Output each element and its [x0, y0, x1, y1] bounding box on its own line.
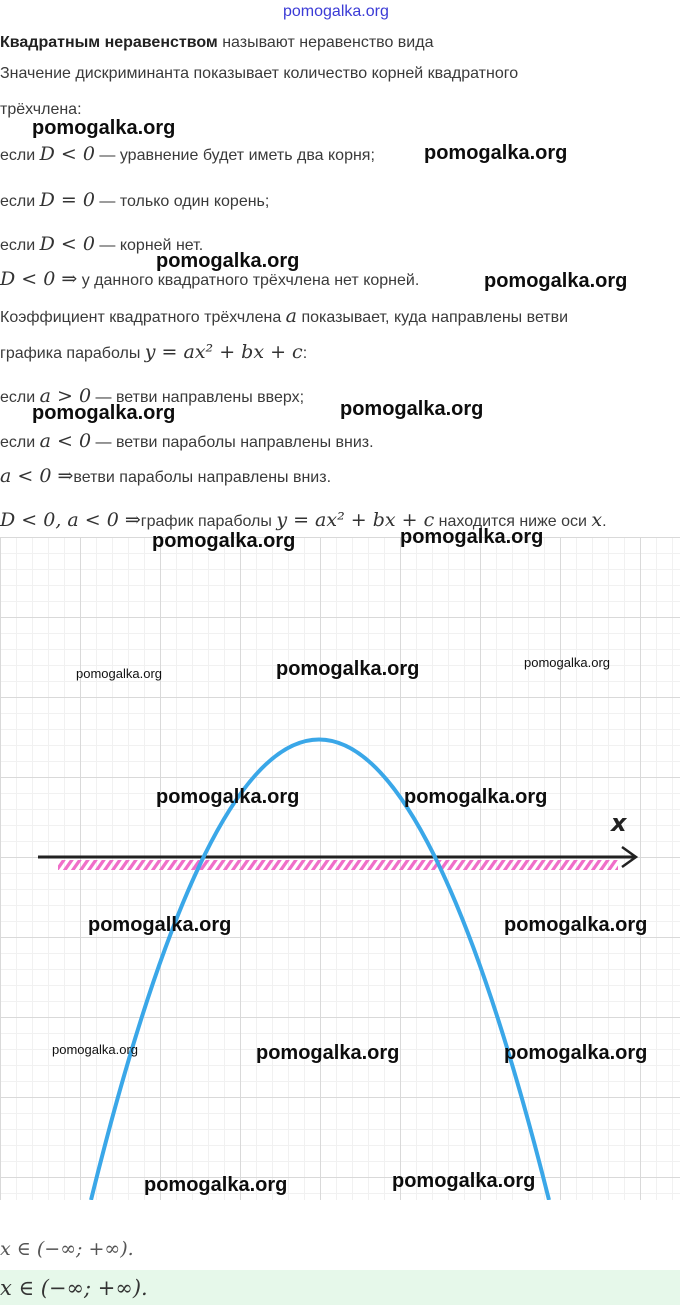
- coef2-post: :: [302, 345, 308, 362]
- watermark: pomogalka.org: [484, 270, 628, 292]
- answer-highlight-box: [0, 1270, 680, 1305]
- answer-highlighted: x ∈ (−∞; +∞).: [0, 1276, 148, 1300]
- a-case-text: — ветви параболы направлены вниз.: [91, 434, 374, 451]
- watermark: pomogalka.org: [392, 1170, 536, 1192]
- final-text-3: .: [602, 513, 607, 530]
- a-case-text: — ветви направлены вверх;: [91, 389, 305, 406]
- case-math: D < 0: [39, 143, 95, 165]
- watermark: pomogalka.org: [256, 1042, 400, 1064]
- parabola-equation: y = ax² + bx + c: [144, 341, 303, 363]
- coef-line-1: [0, 305, 568, 327]
- a-case-math: a > 0: [39, 385, 92, 407]
- watermark: pomogalka.org: [504, 1042, 648, 1064]
- case-text: — уравнение будет иметь два корня;: [94, 147, 375, 164]
- x-axis-label: x: [611, 809, 627, 837]
- parabola-graph: [0, 537, 680, 1200]
- a-conclusion-math: a < 0 ⇒: [0, 465, 74, 487]
- case-text: — только один корень;: [94, 193, 270, 210]
- case-prefix: если: [0, 237, 40, 254]
- watermark: pomogalka.org: [144, 1174, 288, 1196]
- watermark-small: pomogalka.org: [52, 1042, 138, 1057]
- axis-hatching: [58, 860, 618, 870]
- a-conclusion-text: ветви параболы направлены вниз.: [73, 469, 332, 486]
- watermark: pomogalka.org: [32, 402, 176, 424]
- watermark: pomogalka.org: [88, 914, 232, 936]
- d-conclusion-math: D < 0 ⇒: [0, 268, 78, 290]
- term-bold: Квадратным неравенством: [0, 34, 218, 51]
- a-case-math: a < 0: [39, 430, 92, 452]
- watermark: pomogalka.org: [156, 250, 300, 272]
- final-text-2: находится ниже оси: [434, 513, 592, 530]
- final-math-2: y = ax² + bx + c: [276, 509, 435, 531]
- watermark: pomogalka.org: [400, 526, 544, 548]
- coef2-pre: графика параболы: [0, 345, 145, 362]
- a-conclusion: [0, 465, 331, 487]
- watermark: pomogalka.org: [504, 914, 648, 936]
- watermark: pomogalka.org: [156, 786, 300, 808]
- watermark: pomogalka.org: [404, 786, 548, 808]
- a-case-down: [0, 430, 374, 452]
- watermark: pomogalka.org: [152, 530, 296, 552]
- intro-rest: называют неравенство вида: [217, 34, 434, 51]
- final-text-1: график параболы: [140, 513, 277, 530]
- case-math: D < 0: [39, 233, 95, 255]
- d-conclusion-text: у данного квадратного трёхчлена нет корней.: [77, 272, 420, 289]
- case-one-root: [0, 189, 269, 211]
- discriminant-line-2: трёхчлена:: [0, 101, 82, 118]
- watermark: pomogalka.org: [340, 398, 484, 420]
- a-case-prefix: если: [0, 389, 40, 406]
- final-math-3: x: [591, 509, 603, 531]
- graph-grid: [0, 537, 680, 1200]
- case-math: D = 0: [39, 189, 95, 211]
- watermark-small: pomogalka.org: [524, 655, 610, 670]
- case-prefix: если: [0, 147, 40, 164]
- watermark-small: pomogalka.org: [76, 666, 162, 681]
- coef-post: показывает, куда направлены ветви: [297, 309, 569, 326]
- watermark-top-link[interactable]: pomogalka.org: [283, 3, 389, 20]
- discriminant-line-1: Значение дискриминанта показывает количество корней квадратного: [0, 65, 519, 82]
- watermark: pomogalka.org: [424, 142, 568, 164]
- coef-line-2: [0, 341, 307, 363]
- watermark: pomogalka.org: [276, 658, 420, 680]
- watermark: pomogalka.org: [32, 117, 176, 139]
- case-text: — корней нет.: [94, 237, 204, 254]
- case-prefix: если: [0, 193, 40, 210]
- answer-plain: x ∈ (−∞; +∞).: [0, 1238, 134, 1260]
- final-math-1: D < 0, a < 0 ⇒: [0, 509, 141, 531]
- intro-line: [0, 34, 433, 52]
- coef-pre: Коэффициент квадратного трёхчлена: [0, 309, 286, 326]
- a-case-prefix: если: [0, 434, 40, 451]
- coef-math-a: a: [285, 305, 297, 327]
- case-two-roots: [0, 143, 375, 165]
